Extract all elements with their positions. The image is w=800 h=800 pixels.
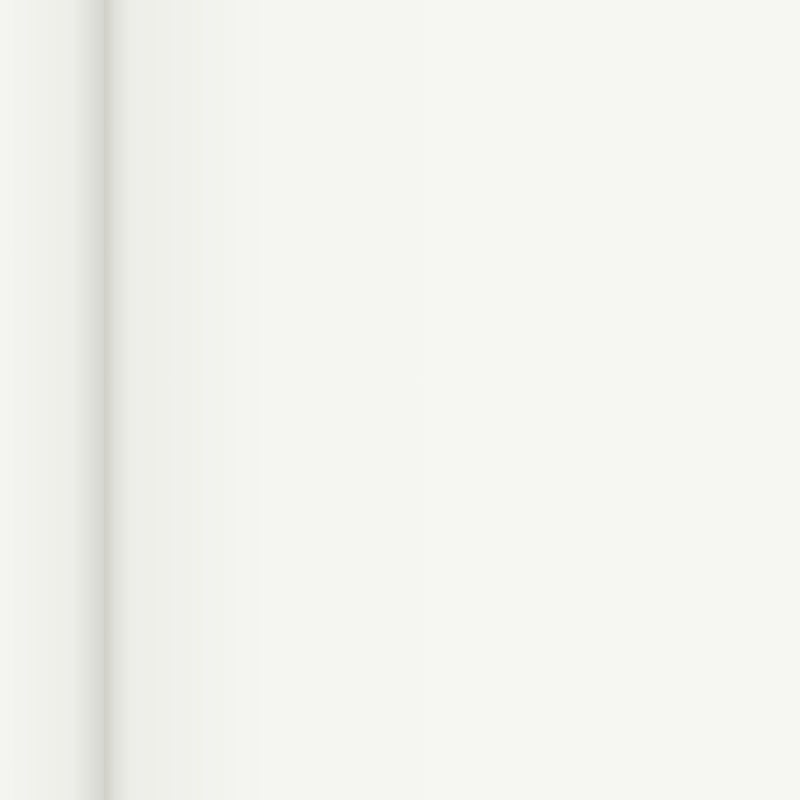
- book-gutter: [104, 0, 130, 800]
- right-page: [130, 0, 800, 800]
- left-page: [0, 0, 104, 800]
